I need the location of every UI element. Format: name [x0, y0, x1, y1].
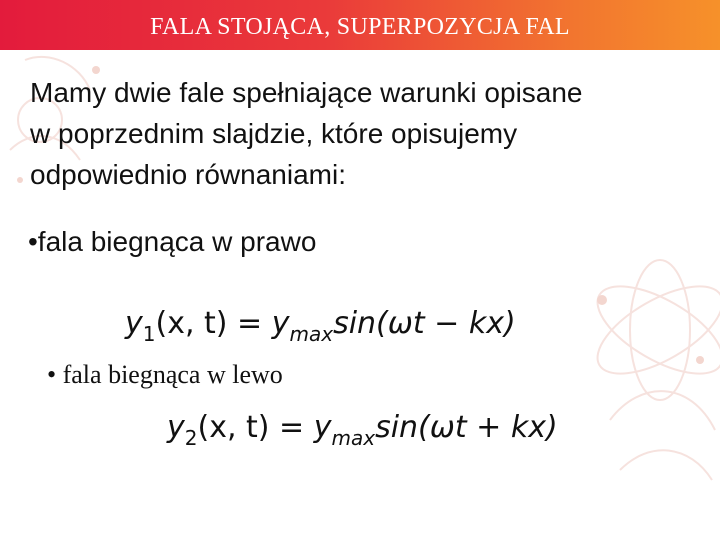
- equation-wave-left: [167, 410, 558, 450]
- eq-args: (x, t) =: [197, 410, 314, 445]
- eq-lhs-var: y: [167, 410, 185, 445]
- intro-line: Mamy dwie fale spełniające warunki opisane: [30, 77, 583, 108]
- eq-lhs-sub: 1: [142, 322, 156, 346]
- eq-rhs: sin(ωt + kx): [375, 410, 558, 445]
- intro-line: odpowiednio równaniami:: [30, 159, 346, 190]
- eq-amp: y: [313, 410, 332, 445]
- bullet-wave-left: • fala biegnąca w lewo: [47, 360, 283, 389]
- slide-title: FALA STOJĄCA, SUPERPOZYCJA FAL: [150, 14, 570, 40]
- eq-amp-sub: max: [289, 322, 334, 346]
- intro-text: [30, 72, 670, 195]
- equation-wave-right: [125, 306, 516, 346]
- eq-args: (x, t) =: [155, 306, 272, 341]
- intro-line: w poprzednim slajdzie, które opisujemy: [30, 118, 518, 149]
- eq-lhs-var: y: [125, 306, 143, 341]
- eq-lhs-sub: 2: [184, 426, 198, 450]
- eq-amp-sub: max: [331, 426, 376, 450]
- eq-rhs: sin(ωt − kx): [333, 306, 516, 341]
- bullet-wave-right: •fala biegnąca w prawo: [28, 226, 317, 257]
- eq-amp: y: [271, 306, 290, 341]
